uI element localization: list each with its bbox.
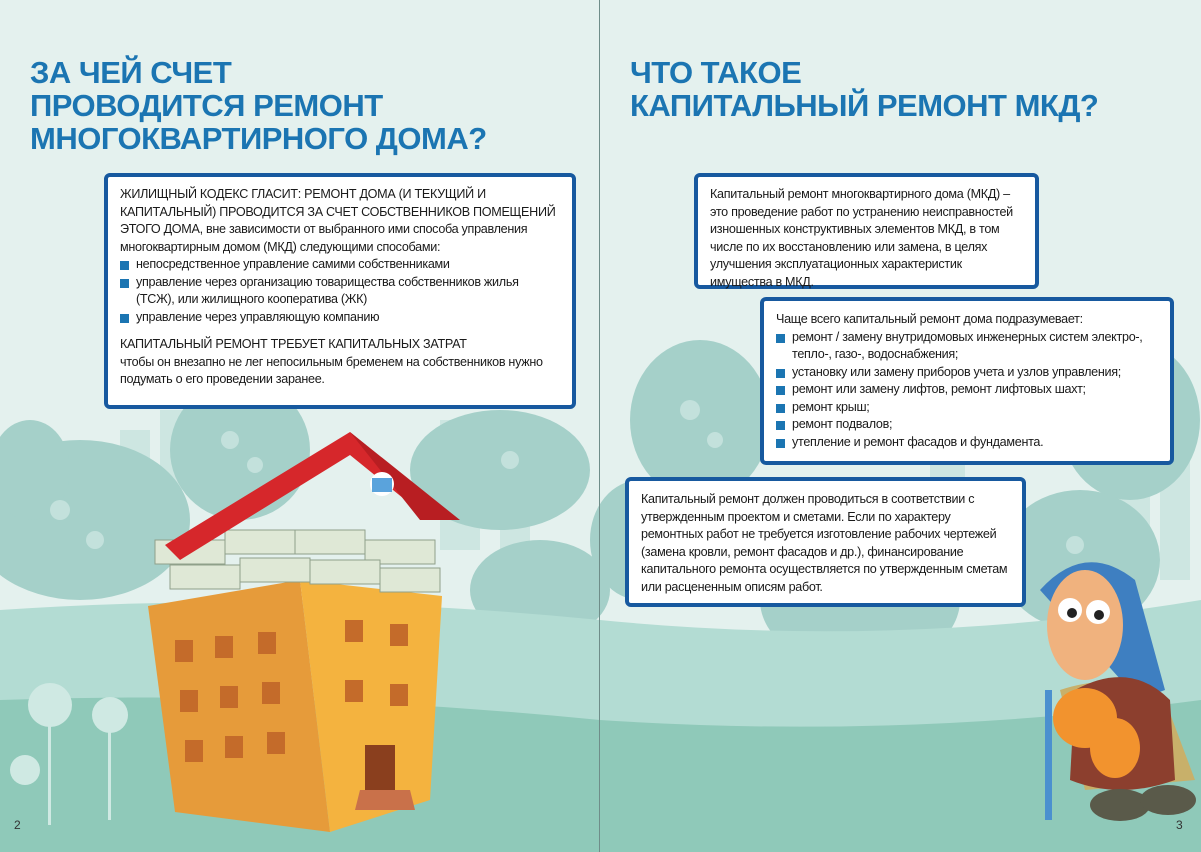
costs-text: чтобы он внезапно не лег непосильным бременем на собственников нужно подумать о его проведении заранее. [120,354,543,386]
page-number-left: 2 [14,818,21,832]
funding-info-box [104,173,576,409]
list-item: установку или замену приборов учета и узлов управления; [776,364,1158,382]
left-title-line: МНОГОКВАРТИРНОГО ДОМА? [30,121,487,156]
list-item: непосредственное управление самими собственниками [120,256,560,274]
includes-list [776,329,1158,452]
page-number-right: 3 [1176,818,1183,832]
includes-box [760,297,1174,465]
right-title-line: КАПИТАЛЬНЫЙ РЕМОНТ МКД? [630,88,1099,123]
list-item: управление через организацию товарищества собственников жилья (ТСЖ), или жилищного кооператива (ЖК) [120,274,560,309]
definition-box [694,173,1039,289]
list-item: ремонт крыш; [776,399,1158,417]
definition-text: Капитальный ремонт многоквартирного дома (МКД) – это проведение работ по устранению неисправностей изношенных конструктивных элементов МКД, в том числе по их восстановлению или замена, в целях улучшения эксплуатационных характеристик имущества в МКД. [710,187,1013,289]
management-methods-list [120,256,560,326]
costs-heading: КАПИТАЛЬНЫЙ РЕМОНТ ТРЕБУЕТ КАПИТАЛЬНЫХ ЗАТРАТ [120,337,467,351]
list-item: ремонт подвалов; [776,416,1158,434]
includes-heading: Чаще всего капитальный ремонт дома подразумевает: [776,312,1083,326]
project-text: Капитальный ремонт должен проводиться в соответствии с утвержденным проектом и сметами. Если по характеру ремонтных работ не требуется изготовление рабочих чертежей (замена кровли, ремонт фасадов и др.), финансирование капитального ремонта осуществляется по утвержденным сметам или расцененным описям работ. [641,492,1008,594]
right-page-title [630,56,1150,122]
left-title-line: ЗА ЧЕЙ СЧЕТ [30,55,232,90]
list-item: ремонт / замену внутридомовых инженерных систем электро-, тепло-, газо-, водоснабжения; [776,329,1158,364]
list-item: утепление и ремонт фасадов и фундамента. [776,434,1158,452]
list-item: ремонт или замену лифтов, ремонт лифтовых шахт; [776,381,1158,399]
project-box [625,477,1026,607]
right-title-line: ЧТО ТАКОЕ [630,55,802,90]
list-item: управление через управляющую компанию [120,309,560,327]
funding-intro: ЖИЛИЩНЫЙ КОДЕКС ГЛАСИТ: РЕМОНТ ДОМА (И ТЕКУЩИЙ И КАПИТАЛЬНЫЙ) ПРОВОДИТСЯ ЗА СЧЕТ СОБСТВЕННИКОВ ПОМЕЩЕНИЙ ЭТОГО ДОМА, вне зависимости от выбранного ими способа управления многоквартирным домом (МКД) следующими способами: [120,187,556,254]
left-title-line: ПРОВОДИТСЯ РЕМОНТ [30,88,383,123]
page-fold [599,0,600,852]
left-page-title [30,56,550,155]
